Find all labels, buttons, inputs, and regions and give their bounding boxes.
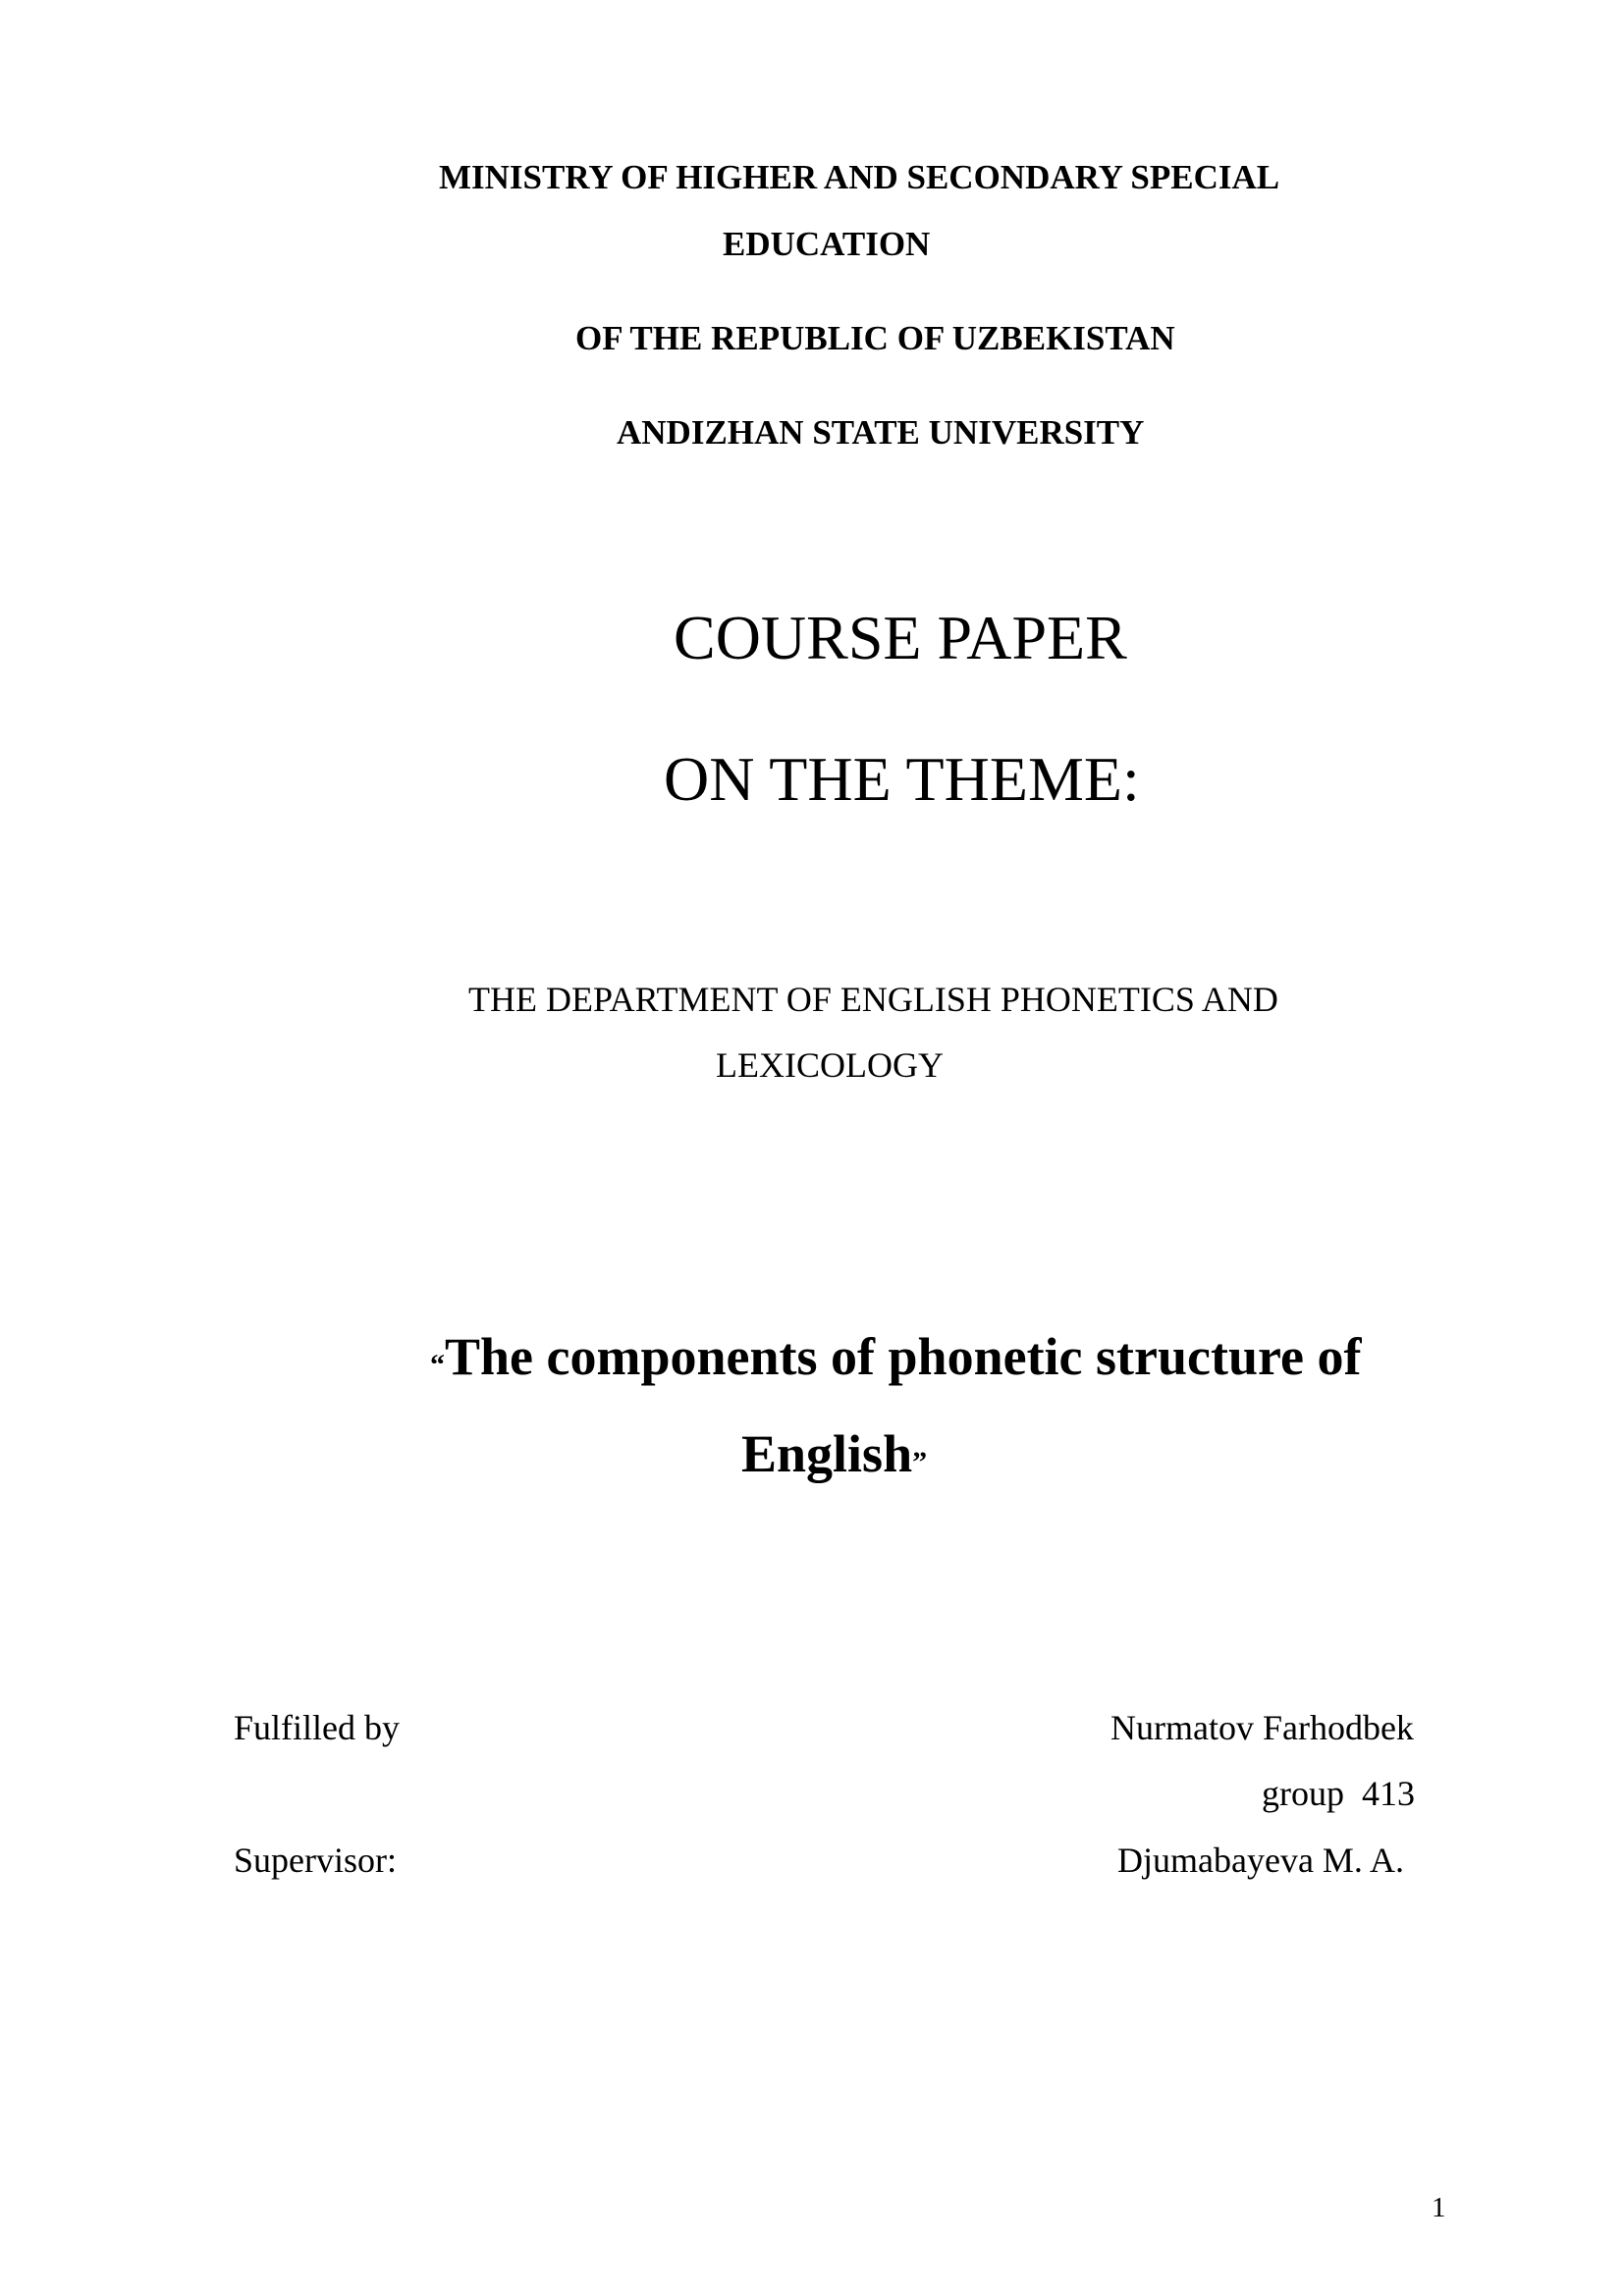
- ministry-line-1: MINISTRY OF HIGHER AND SECONDARY SPECIAL: [439, 158, 1280, 196]
- theme-line-2: [741, 1424, 928, 1483]
- fulfilled-label: Fulfilled by: [234, 1708, 400, 1747]
- theme-text-1: The components of phonetic structure of: [445, 1327, 1362, 1386]
- republic-line: OF THE REPUBLIC OF UZBEKISTAN: [575, 319, 1175, 357]
- fulfilled-name: Nurmatov Farhodbek: [1110, 1708, 1414, 1747]
- page-number: 1: [1432, 2192, 1446, 2223]
- ministry-line-2: EDUCATION: [723, 225, 931, 263]
- close-quote: ”: [912, 1446, 928, 1478]
- theme-text-2: English: [741, 1424, 913, 1483]
- open-quote: “: [430, 1349, 445, 1381]
- supervisor-name: Djumabayeva M. A.: [1117, 1841, 1404, 1880]
- title-course-paper: COURSE PAPER: [674, 603, 1127, 672]
- theme-line-1: [430, 1327, 1362, 1386]
- supervisor-label: Supervisor:: [234, 1841, 397, 1880]
- department-line-2: LEXICOLOGY: [716, 1045, 944, 1085]
- title-on-the-theme: ON THE THEME:: [664, 744, 1140, 814]
- group-number: group 413: [1262, 1774, 1415, 1813]
- department-line-1: THE DEPARTMENT OF ENGLISH PHONETICS AND: [468, 980, 1278, 1019]
- university-line: ANDIZHAN STATE UNIVERSITY: [617, 413, 1145, 452]
